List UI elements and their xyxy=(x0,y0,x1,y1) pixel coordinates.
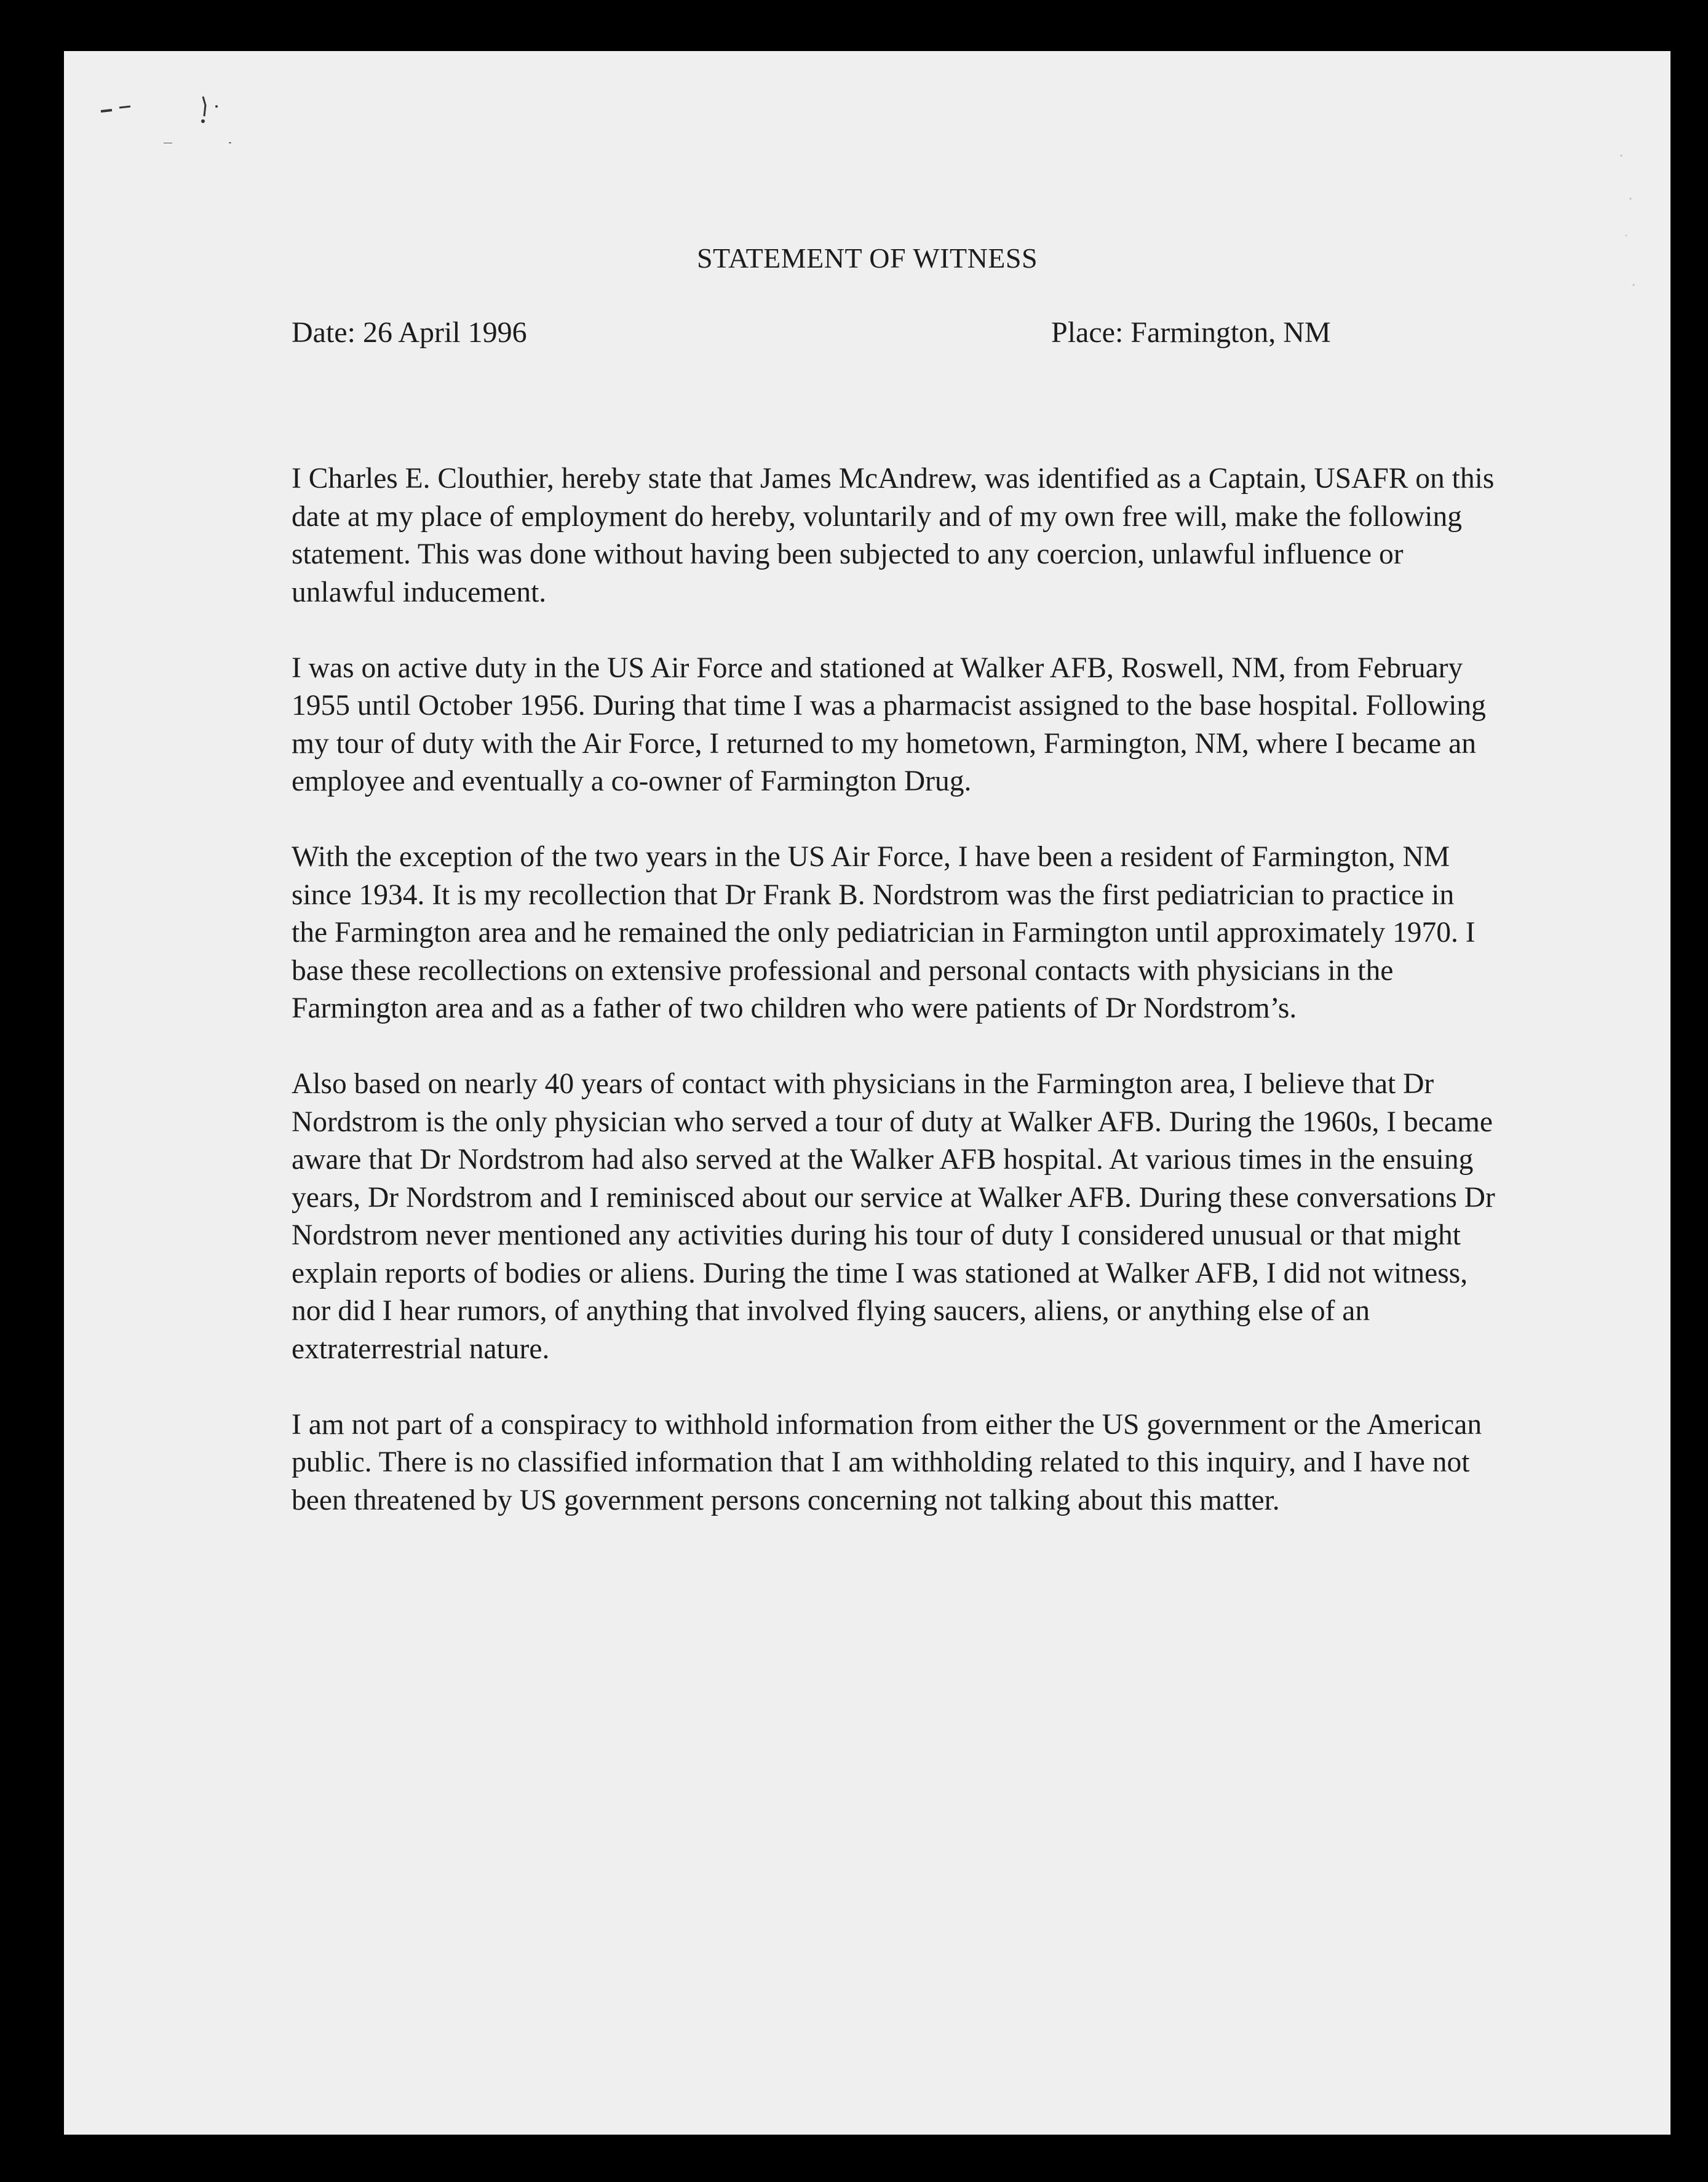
paragraph-2: I was on active duty in the US Air Force and stationed at Walker AFB, Roswell, NM, from February 1955 until October 1956. During that time I was a pharmacist assigned to the base hospital. Following my tour of duty with the Air Force, I returned to my hometown, Farmington, NM, where I became an employee and eventually a co-owner of Farmington Drug. xyxy=(292,651,1486,797)
document-page xyxy=(64,51,1670,2135)
paper-speck-marks-icon xyxy=(1609,143,1646,328)
place-line: Place: Farmington, NM xyxy=(1051,316,1331,349)
paragraph-3: With the exception of the two years in the US Air Force, I have been a resident of Farmington, NM since 1934. It is my recollection that Dr Frank B. Nordstrom was the first pediatrician to practice in the Farmington area and he remained the only pediatrician in Farmington until approximately 1970. I base these recollections on extensive professional and personal contacts with physicians in the Farmington area and as a father of two children who were patients of Dr Nordstrom’s. xyxy=(292,841,1476,1024)
paragraph-1: I Charles E. Clouthier, hereby state that James McAndrew, was identified as a Captain, USAFR on this date at my place of employment do hereby, voluntarily and of my own free will, make the following statement. This was done without having been subjected to any coercion, unlawful influence or unlawful inducement. xyxy=(292,463,1495,608)
date-line: Date: 26 April 1996 xyxy=(292,316,527,349)
paragraph-5: I am not part of a conspiracy to withhold information from either the US government or the American public. There is no classified information that I am withholding related to this inquiry, and I have not been threatened by US government persons concerning not talking about this matter. xyxy=(292,1408,1482,1516)
statement-body xyxy=(292,460,1497,1558)
document-title: STATEMENT OF WITNESS xyxy=(696,242,1038,274)
stray-pen-mark-icon xyxy=(82,70,242,143)
paragraph-4: Also based on nearly 40 years of contact with physicians in the Farmington area, I believe that Dr Nordstrom is the only physician who served a tour of duty at Walker AFB. During the 1960s, I became aware that Dr Nordstrom had also served at the Walker AFB hospital. At various times in the ensuing years, Dr Nordstrom and I reminisced about our service at Walker AFB. During these conversations Dr Nordstrom never mentioned any activities during his tour of duty I considered unusual or that might explain reports of bodies or aliens. During the time I was stationed at Walker AFB, I did not witness, nor did I hear rumors, of anything that involved flying saucers, aliens, or anything else of an extraterrestrial nature. xyxy=(292,1068,1495,1365)
